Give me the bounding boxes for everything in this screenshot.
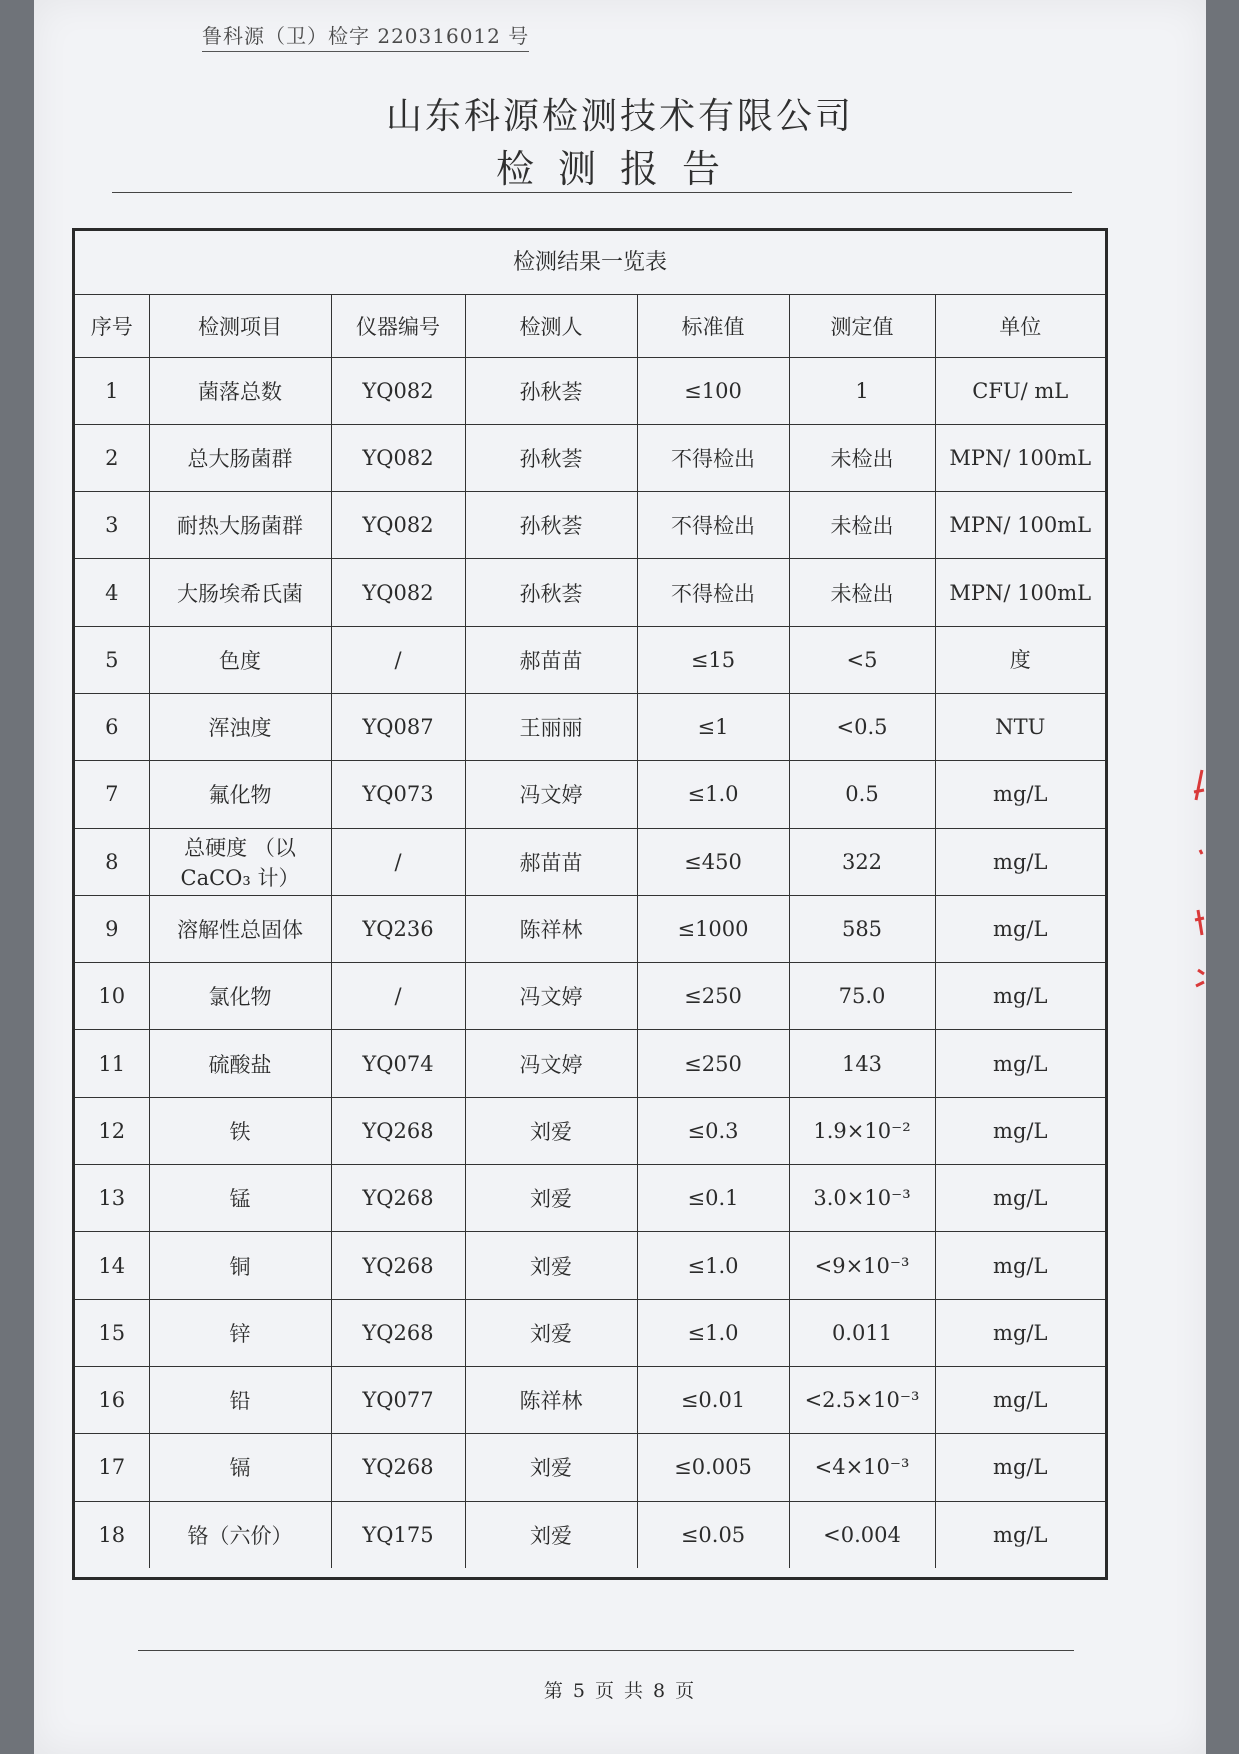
company-name: 山东科源检测技术有限公司 bbox=[385, 96, 854, 137]
test-item-cell: 总硬度 （以 CaCO₃ 计） bbox=[149, 828, 331, 895]
table-row bbox=[75, 424, 1105, 491]
header-tester: 检测人 bbox=[465, 295, 637, 357]
instrument-id-cell: YQ268 bbox=[331, 1434, 465, 1501]
measured-value-cell: 0.011 bbox=[789, 1299, 935, 1366]
measured-value-cell: <4×10⁻³ bbox=[789, 1434, 935, 1501]
unit-cell: mg/L bbox=[935, 1501, 1105, 1568]
measured-value-cell: <2.5×10⁻³ bbox=[789, 1366, 935, 1433]
row-number-cell: 6 bbox=[75, 693, 149, 760]
table-row bbox=[75, 693, 1105, 760]
test-item-cell: 浑浊度 bbox=[149, 693, 331, 760]
row-number-cell: 7 bbox=[75, 761, 149, 828]
instrument-id-cell: YQ077 bbox=[331, 1366, 465, 1433]
row-number-cell: 15 bbox=[75, 1299, 149, 1366]
test-item-cell: 铁 bbox=[149, 1097, 331, 1164]
tester-name-cell: 冯文婷 bbox=[465, 1030, 637, 1097]
instrument-id-cell: YQ082 bbox=[331, 424, 465, 491]
measured-value-cell: 143 bbox=[789, 1030, 935, 1097]
instrument-id-cell: YQ268 bbox=[331, 1232, 465, 1299]
header-divider bbox=[112, 192, 1072, 193]
standard-value-cell: ≤1.0 bbox=[637, 1232, 789, 1299]
tester-name-cell: 刘爱 bbox=[465, 1299, 637, 1366]
instrument-id-cell: YQ074 bbox=[331, 1030, 465, 1097]
unit-cell: mg/L bbox=[935, 761, 1105, 828]
tester-name-cell: 孙秋荟 bbox=[465, 559, 637, 626]
header-measured: 测定值 bbox=[789, 295, 935, 357]
measured-value-cell: <0.5 bbox=[789, 693, 935, 760]
instrument-id-cell: YQ268 bbox=[331, 1299, 465, 1366]
row-number-cell: 17 bbox=[75, 1434, 149, 1501]
row-number-cell: 2 bbox=[75, 424, 149, 491]
table-row bbox=[75, 559, 1105, 626]
unit-cell: NTU bbox=[935, 693, 1105, 760]
row-number-cell: 12 bbox=[75, 1097, 149, 1164]
instrument-id-cell: YQ236 bbox=[331, 895, 465, 962]
table-row bbox=[75, 626, 1105, 693]
test-item-cell: 菌落总数 bbox=[149, 357, 331, 424]
table-row bbox=[75, 828, 1105, 895]
page-unit: 页 bbox=[594, 1680, 616, 1702]
row-number-cell: 10 bbox=[75, 963, 149, 1030]
row-number-cell: 1 bbox=[75, 357, 149, 424]
standard-value-cell: ≤250 bbox=[637, 963, 789, 1030]
test-item-cell: 锌 bbox=[149, 1299, 331, 1366]
instrument-id-cell: YQ082 bbox=[331, 357, 465, 424]
table-row bbox=[75, 895, 1105, 962]
unit-cell: mg/L bbox=[935, 1232, 1105, 1299]
unit-cell: mg/L bbox=[935, 1030, 1105, 1097]
tester-name-cell: 刘爱 bbox=[465, 1097, 637, 1164]
standard-value-cell: ≤0.05 bbox=[637, 1501, 789, 1568]
measured-value-cell: 0.5 bbox=[789, 761, 935, 828]
test-item-cell: 溶解性总固体 bbox=[149, 895, 331, 962]
table-row bbox=[75, 963, 1105, 1030]
test-item-cell: 色度 bbox=[149, 626, 331, 693]
instrument-id-cell: YQ087 bbox=[331, 693, 465, 760]
instrument-id-cell: YQ073 bbox=[331, 761, 465, 828]
test-item-cell: 锰 bbox=[149, 1165, 331, 1232]
standard-value-cell: ≤450 bbox=[637, 828, 789, 895]
standard-value-cell: ≤0.1 bbox=[637, 1165, 789, 1232]
instrument-id-cell: YQ268 bbox=[331, 1097, 465, 1164]
unit-cell: mg/L bbox=[935, 1165, 1105, 1232]
total-pages: 8 bbox=[653, 1680, 668, 1702]
unit-cell: CFU/ mL bbox=[935, 357, 1105, 424]
measured-value-cell: 322 bbox=[789, 828, 935, 895]
unit-cell: MPN/ 100mL bbox=[935, 424, 1105, 491]
test-item-cell: 耐热大肠菌群 bbox=[149, 492, 331, 559]
standard-value-cell: ≤100 bbox=[637, 357, 789, 424]
unit-cell: MPN/ 100mL bbox=[935, 492, 1105, 559]
measured-value-cell: 未检出 bbox=[789, 559, 935, 626]
test-item-cell: 大肠埃希氏菌 bbox=[149, 559, 331, 626]
page-number: 5 bbox=[572, 1680, 587, 1702]
instrument-id-cell: / bbox=[331, 828, 465, 895]
measured-value-cell: 75.0 bbox=[789, 963, 935, 1030]
table-row bbox=[75, 1366, 1105, 1433]
instrument-id-cell: YQ082 bbox=[331, 492, 465, 559]
test-item-cell: 镉 bbox=[149, 1434, 331, 1501]
unit-cell: mg/L bbox=[935, 1097, 1105, 1164]
table-row bbox=[75, 1299, 1105, 1366]
measured-value-cell: <0.004 bbox=[789, 1501, 935, 1568]
standard-value-cell: ≤0.01 bbox=[637, 1366, 789, 1433]
test-item-cell: 氟化物 bbox=[149, 761, 331, 828]
measured-value-cell: 1 bbox=[789, 357, 935, 424]
total-unit: 页 bbox=[675, 1680, 697, 1702]
tester-name-cell: 王丽丽 bbox=[465, 693, 637, 760]
standard-value-cell: ≤1.0 bbox=[637, 761, 789, 828]
row-number-cell: 16 bbox=[75, 1366, 149, 1433]
footer-divider bbox=[138, 1650, 1074, 1651]
table-header-row bbox=[75, 295, 1105, 357]
unit-cell: 度 bbox=[935, 626, 1105, 693]
tester-name-cell: 陈祥林 bbox=[465, 1366, 637, 1433]
measured-value-cell: 未检出 bbox=[789, 492, 935, 559]
test-item-cell: 铜 bbox=[149, 1232, 331, 1299]
tester-name-cell: 刘爱 bbox=[465, 1434, 637, 1501]
table-row bbox=[75, 1165, 1105, 1232]
row-number-cell: 11 bbox=[75, 1030, 149, 1097]
tester-name-cell: 孙秋荟 bbox=[465, 357, 637, 424]
page-label: 第 bbox=[543, 1680, 565, 1702]
standard-value-cell: 不得检出 bbox=[637, 559, 789, 626]
instrument-id-cell: YQ268 bbox=[331, 1165, 465, 1232]
tester-name-cell: 郝苗苗 bbox=[465, 626, 637, 693]
tester-name-cell: 郝苗苗 bbox=[465, 828, 637, 895]
tester-name-cell: 冯文婷 bbox=[465, 761, 637, 828]
standard-value-cell: 不得检出 bbox=[637, 492, 789, 559]
row-number-cell: 8 bbox=[75, 828, 149, 895]
red-seal-edge bbox=[1192, 760, 1206, 1000]
tester-name-cell: 冯文婷 bbox=[465, 963, 637, 1030]
test-item-cell: 铅 bbox=[149, 1366, 331, 1433]
header-item: 检测项目 bbox=[149, 295, 331, 357]
unit-cell: MPN/ 100mL bbox=[935, 559, 1105, 626]
row-number-cell: 3 bbox=[75, 492, 149, 559]
results-table-frame bbox=[72, 228, 1108, 1580]
standard-value-cell: ≤1000 bbox=[637, 895, 789, 962]
table-row bbox=[75, 1232, 1105, 1299]
row-number-cell: 4 bbox=[75, 559, 149, 626]
table-row bbox=[75, 761, 1105, 828]
standard-value-cell: ≤0.005 bbox=[637, 1434, 789, 1501]
test-item-cell: 氯化物 bbox=[149, 963, 331, 1030]
instrument-id-cell: YQ175 bbox=[331, 1501, 465, 1568]
unit-cell: mg/L bbox=[935, 895, 1105, 962]
tester-name-cell: 孙秋荟 bbox=[465, 424, 637, 491]
document-title: 检测报告 bbox=[495, 147, 744, 191]
standard-value-cell: 不得检出 bbox=[637, 424, 789, 491]
standard-value-cell: ≤1 bbox=[637, 693, 789, 760]
table-caption: 检测结果一览表 bbox=[75, 231, 1105, 295]
header-no: 序号 bbox=[75, 295, 149, 357]
results-table bbox=[75, 295, 1105, 1568]
table-row bbox=[75, 1030, 1105, 1097]
standard-value-cell: ≤15 bbox=[637, 626, 789, 693]
measured-value-cell: 未检出 bbox=[789, 424, 935, 491]
measured-value-cell: 3.0×10⁻³ bbox=[789, 1165, 935, 1232]
header-unit: 单位 bbox=[935, 295, 1105, 357]
page-footer bbox=[34, 1676, 1206, 1703]
report-number: 鲁科源（卫）检字 220316012 号 bbox=[202, 20, 529, 52]
unit-cell: mg/L bbox=[935, 1366, 1105, 1433]
test-item-cell: 铬（六价） bbox=[149, 1501, 331, 1568]
tester-name-cell: 孙秋荟 bbox=[465, 492, 637, 559]
table-row bbox=[75, 1434, 1105, 1501]
standard-value-cell: ≤0.3 bbox=[637, 1097, 789, 1164]
standard-value-cell: ≤1.0 bbox=[637, 1299, 789, 1366]
instrument-id-cell: / bbox=[331, 963, 465, 1030]
row-number-cell: 13 bbox=[75, 1165, 149, 1232]
tester-name-cell: 陈祥林 bbox=[465, 895, 637, 962]
instrument-id-cell: YQ082 bbox=[331, 559, 465, 626]
measured-value-cell: <5 bbox=[789, 626, 935, 693]
row-number-cell: 5 bbox=[75, 626, 149, 693]
row-number-cell: 9 bbox=[75, 895, 149, 962]
table-row bbox=[75, 492, 1105, 559]
test-item-cell: 总大肠菌群 bbox=[149, 424, 331, 491]
seal-stroke-graphic bbox=[1192, 760, 1206, 1000]
unit-cell: mg/L bbox=[935, 1299, 1105, 1366]
header-standard: 标准值 bbox=[637, 295, 789, 357]
tester-name-cell: 刘爱 bbox=[465, 1232, 637, 1299]
row-number-cell: 14 bbox=[75, 1232, 149, 1299]
tester-name-cell: 刘爱 bbox=[465, 1501, 637, 1568]
tester-name-cell: 刘爱 bbox=[465, 1165, 637, 1232]
table-row bbox=[75, 1501, 1105, 1568]
total-label: 共 bbox=[624, 1680, 646, 1702]
row-number-cell: 18 bbox=[75, 1501, 149, 1568]
measured-value-cell: 585 bbox=[789, 895, 935, 962]
test-item-cell: 硫酸盐 bbox=[149, 1030, 331, 1097]
instrument-id-cell: / bbox=[331, 626, 465, 693]
unit-cell: mg/L bbox=[935, 828, 1105, 895]
table-row bbox=[75, 1097, 1105, 1164]
table-row bbox=[75, 357, 1105, 424]
standard-value-cell: ≤250 bbox=[637, 1030, 789, 1097]
unit-cell: mg/L bbox=[935, 963, 1105, 1030]
unit-cell: mg/L bbox=[935, 1434, 1105, 1501]
measured-value-cell: 1.9×10⁻² bbox=[789, 1097, 935, 1164]
measured-value-cell: <9×10⁻³ bbox=[789, 1232, 935, 1299]
header-instrument: 仪器编号 bbox=[331, 295, 465, 357]
report-page bbox=[34, 0, 1206, 1754]
